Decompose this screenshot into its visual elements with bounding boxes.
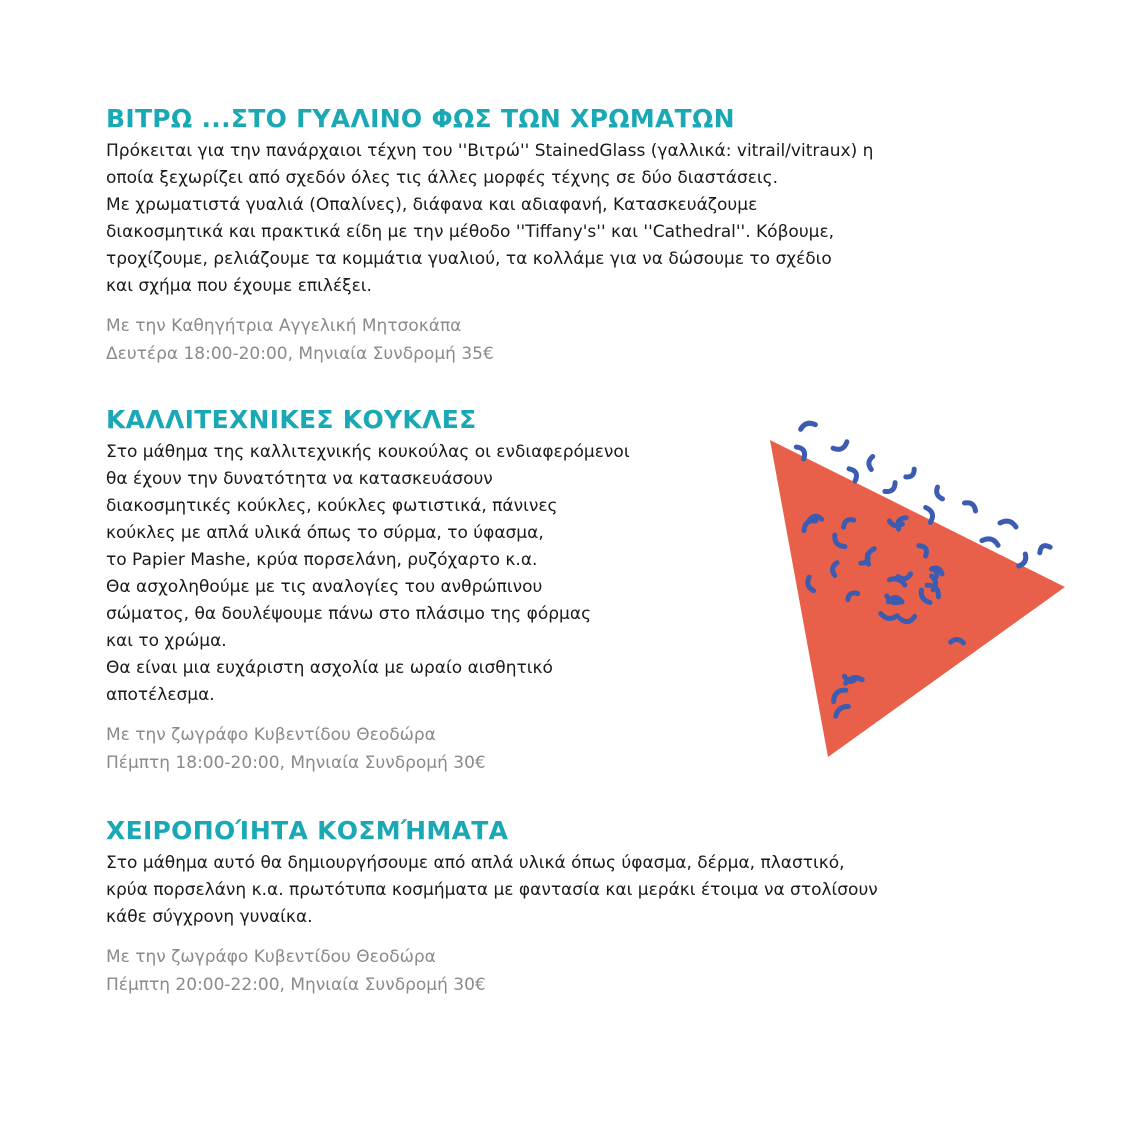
body-line: αποτέλεσμα.	[106, 685, 215, 705]
section-title: ΒΙΤΡΩ ...ΣΤΟ ΓΥΑΛΙΝΟ ΦΩΣ ΤΩΝ ΧΡΩΜΑΤΩΝ	[106, 104, 735, 133]
squiggle-mark	[906, 469, 914, 477]
section-body	[106, 138, 873, 300]
schedule-line: Πέμπτη 18:00-20:00, Μηνιαία Συνδρομή 30€	[106, 752, 486, 773]
section-koukles	[106, 405, 630, 777]
body-line: κρύα πορσελάνη κ.α. πρωτότυπα κοσμήματα με φαντασία και μεράκι έτοιμα να στολίσουν	[106, 880, 878, 900]
body-line: Στο μάθημα της καλλιτεχνικής κουκούλας οι ενδιαφερόμενοι	[106, 442, 630, 462]
red-triangle-shape	[770, 440, 1065, 757]
body-line: και σχήμα που έχουμε επιλέξει.	[106, 276, 372, 296]
section-meta	[106, 313, 873, 368]
body-line: Στο μάθημα αυτό θα δημιουργήσουμε από απλά υλικά όπως ύφασμα, δέρμα, πλαστικό,	[106, 853, 845, 873]
body-line: Θα ασχοληθούμε με τις αναλογίες του ανθρώπινου	[106, 577, 543, 597]
body-line: Με χρωματιστά γυαλιά (Οπαλίνες), διάφανα και αδιαφανή, Κατασκευάζουμε	[106, 195, 758, 215]
triangle-squiggle-icon	[760, 415, 1080, 775]
squiggle-mark	[849, 469, 857, 481]
body-line: θα έχουν την δυνατότητα να κατασκευάσουν	[106, 469, 493, 489]
teacher-line: Με την ζωγράφο Κυβεντίδου Θεοδώρα	[106, 725, 436, 745]
section-kosmimata	[106, 816, 878, 999]
teacher-line: Με την Καθηγήτρια Αγγελική Μητσοκάπα	[106, 316, 462, 336]
squiggle-mark	[1040, 546, 1050, 553]
section-body	[106, 850, 878, 931]
schedule-line: Δευτέρα 18:00-20:00, Μηνιαία Συνδρομή 35€	[106, 343, 494, 364]
teacher-line: Με την ζωγράφο Κυβεντίδου Θεοδώρα	[106, 947, 436, 967]
body-line: κούκλες με απλά υλικά όπως το σύρμα, το ύφασμα,	[106, 523, 544, 543]
body-line: τροχίζουμε, ρελιάζουμε τα κομμάτια γυαλιού, τα κολλάμε για να δώσουμε το σχέδιο	[106, 249, 832, 269]
body-line: Πρόκειται για την πανάρχαιοι τέχνη του ''Βιτρώ'' StainedGlass (γαλλικά: vitrail/vitraux) η	[106, 141, 874, 161]
squiggle-mark	[937, 487, 943, 499]
squiggle-mark	[833, 442, 847, 450]
squiggle-mark	[1000, 521, 1016, 527]
body-line: οποία ξεχωρίζει από σχεδόν όλες τις άλλες μορφές τέχνης σε δύο διαστάσεις.	[106, 168, 779, 188]
body-line: κάθε σύγχρονη γυναίκα.	[106, 907, 313, 927]
section-meta	[106, 722, 630, 777]
squiggle-mark	[982, 539, 998, 546]
body-line: και το χρώμα.	[106, 631, 227, 651]
squiggle-mark	[801, 423, 816, 429]
section-title: ΧΕΙΡΟΠΟΊΗΤΑ ΚΟΣΜΉΜΑΤΑ	[106, 816, 509, 845]
body-line: διακοσμητικές κούκλες, κούκλες φωτιστικά, πάνινες	[106, 496, 558, 516]
body-line: το Papier Mashe, κρύα πορσελάνη, ρυζόχαρτο κ.α.	[106, 550, 538, 570]
section-meta	[106, 944, 878, 999]
squiggle-mark	[965, 503, 976, 511]
section-body	[106, 439, 630, 709]
squiggle-mark	[885, 483, 895, 492]
body-line: διακοσμητικά και πρακτικά είδη με την μέθοδο ''Tiffany's'' και ''Cathedral''. Κόβουμε,	[106, 222, 835, 242]
body-line: Θα είναι μια ευχάριστη ασχολία με ωραίο αισθητικό	[106, 658, 553, 678]
body-line: σώματος, θα δουλέψουμε πάνω στο πλάσιμο της φόρμας	[106, 604, 592, 624]
section-vitro	[106, 104, 873, 368]
schedule-line: Πέμπτη 20:00-22:00, Μηνιαία Συνδρομή 30€	[106, 974, 486, 995]
squiggle-mark	[869, 457, 873, 470]
section-title: ΚΑΛΛΙΤΕΧΝΙΚΕΣ ΚΟΥΚΛΕΣ	[106, 405, 477, 434]
squiggle-mark	[1019, 554, 1026, 566]
